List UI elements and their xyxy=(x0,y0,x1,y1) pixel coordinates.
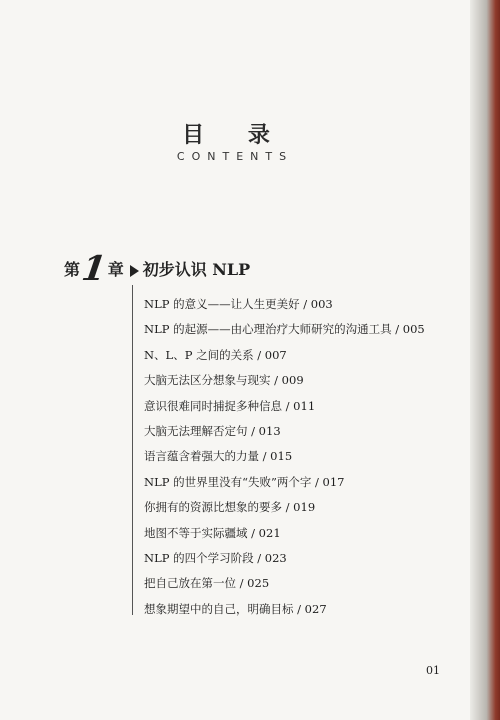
toc-entry: NLP 的起源——由心理治疗大师研究的沟通工具 / 005 xyxy=(144,322,425,337)
chapter-suffix: 章 xyxy=(107,260,124,279)
page-subtitle: CONTENTS xyxy=(176,150,294,163)
page-title: 目 录 xyxy=(182,122,288,148)
toc-entry: 地图不等于实际疆域 / 021 xyxy=(144,525,281,540)
chapter-prefix: 第 xyxy=(64,260,81,279)
toc-entry: 语言蕴含着强大的力量 / 015 xyxy=(144,449,293,464)
toc-entry: 把自己放在第一位 / 025 xyxy=(144,576,270,591)
page-number: 01 xyxy=(426,664,440,677)
toc-entry: N、L、P 之间的关系 / 007 xyxy=(144,347,287,362)
toc-entry: NLP 的四个学习阶段 / 023 xyxy=(144,550,287,565)
toc-entry: NLP 的世界里没有“失败”两个字 / 017 xyxy=(144,474,345,489)
chapter-number: 1 xyxy=(79,249,109,289)
toc-entry: 大脑无法理解否定句 / 013 xyxy=(144,423,281,438)
page-edge xyxy=(470,0,500,720)
toc-entry: 你拥有的资源比想象的要多 / 019 xyxy=(144,500,316,515)
chapter-title: 初步认识 NLP xyxy=(142,260,251,279)
toc-entry: 想象期望中的自己，明确目标 / 027 xyxy=(144,601,327,616)
toc-list xyxy=(144,292,425,622)
toc-entry: 大脑无法区分想象与现实 / 009 xyxy=(144,373,304,388)
vertical-rule xyxy=(132,285,133,615)
triangle-arrow-icon xyxy=(130,265,139,277)
toc-entry: NLP 的意义——让人生更美好 / 003 xyxy=(144,297,333,311)
toc-entry: 意识很难同时捕捉多种信息 / 011 xyxy=(144,398,316,413)
chapter-heading xyxy=(64,249,251,289)
